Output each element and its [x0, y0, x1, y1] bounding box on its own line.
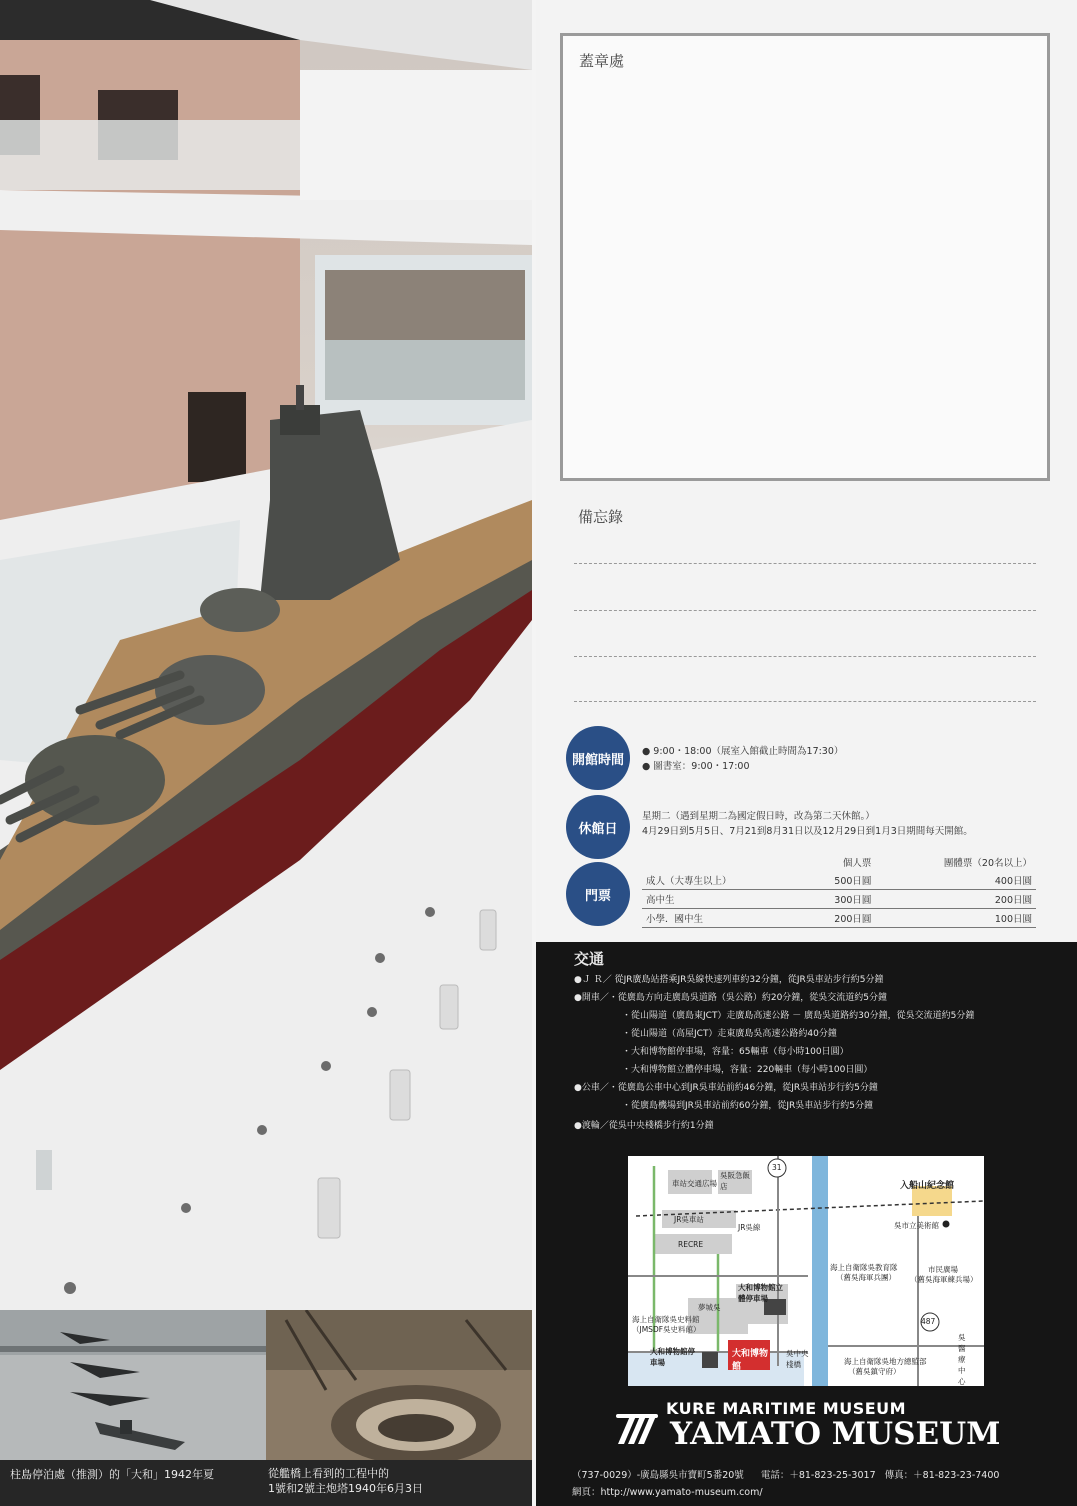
memo-title: 備忘錄	[578, 508, 624, 526]
transport-bus: ●公車／・從廣島公車中心到JR吳車站前約46分鐘，從JR吳車站步行約5分鐘	[574, 1083, 878, 1093]
map-hospital: 吳醫療中心	[958, 1333, 966, 1386]
stamp-area	[560, 33, 1050, 481]
open-period-line: 4月29日到5月5日、7月21到8月31日以及12月29日到1月3日期間每天開館。	[642, 826, 973, 837]
map-old-naval: （舊吳海軍兵團）	[836, 1273, 896, 1282]
caption-turret-construction	[268, 1466, 423, 1496]
hours-line: ● 9:00・18:00（展室入館截止時間為17:30）	[642, 746, 844, 757]
map-yumetown: 夢城吳	[698, 1303, 721, 1312]
photo-captions	[0, 1460, 532, 1506]
library-hours-line: ● 圖書室：9:00・17:00	[642, 761, 750, 772]
ticket-table	[642, 853, 1036, 928]
map-irifuneyama: 入船山紀念館	[900, 1181, 955, 1191]
photo-panel	[0, 0, 532, 1506]
map-pier: 吳中央棧橋	[786, 1349, 809, 1369]
closed-badge: 休館日	[566, 795, 630, 859]
transport-bus-2: ・從廣島機場到JR吳車站前約60分鐘，從JR吳車站步行約5分鐘	[622, 1101, 873, 1111]
map-jmsdf-museum-en: （JMSDF吳史料館）	[632, 1325, 701, 1334]
caption-line-2: 1號和2號主炮塔1940年6月3日	[268, 1482, 423, 1495]
transport-car-3: ・從山陽道（高屋JCT）走東廣島吳高速公路約40分鐘	[622, 1029, 837, 1039]
memo-line	[574, 563, 1036, 564]
hours-badge: 開館時間	[566, 726, 630, 790]
hours-info	[642, 744, 843, 774]
contact-fax: 傳真：＋81-823-23-7400	[884, 1470, 1000, 1481]
col-individual: 個人票	[842, 858, 872, 869]
access-map	[628, 1156, 984, 1386]
route-31-label: 31	[772, 1163, 782, 1172]
logo-subtitle: KURE MARITIME MUSEUM	[666, 1399, 907, 1418]
map-yamato-museum: 大和博物館	[732, 1349, 769, 1372]
route-487-label: 487	[921, 1317, 936, 1326]
table-row: 成人（大專生以上） 500日圓 400日圓	[642, 871, 1036, 890]
stamp-area-title: 蓋章處	[579, 52, 625, 70]
map-recre: RECRE	[678, 1240, 704, 1249]
map-station-plaza: 車站交通広場	[672, 1179, 717, 1188]
caption-yamato-1942: 柱島停泊處（推測）的「大和」1942年夏	[10, 1468, 214, 1481]
map-parking: 大和博物館停車場	[650, 1347, 695, 1367]
map-hotel: 吳阪急飯店	[720, 1171, 750, 1191]
map-old-barracks: （舊吳海軍練兵場）	[910, 1275, 978, 1284]
table-row: 高中生 300日圓 200日圓	[642, 890, 1036, 909]
map-civic-plaza: 市民廣場	[928, 1265, 958, 1274]
map-district-hq: 海上自衛隊吳地方總監部	[844, 1357, 927, 1366]
contact-phone: 電話：＋81-823-25-3017	[760, 1470, 876, 1481]
map-jmsdf-museum: 海上自衛隊吳史料館	[632, 1315, 700, 1324]
battleship-model-photo	[0, 0, 532, 1310]
map-jr-line: JR吳線	[738, 1223, 761, 1232]
contact-website[interactable]: 網頁：http://www.yamato-museum.com/	[572, 1487, 763, 1498]
turret-construction-photo	[266, 1310, 532, 1460]
memo-line	[574, 656, 1036, 657]
ticket-badge: 門票	[566, 862, 630, 926]
transport-title: 交通	[574, 950, 605, 968]
closed-info	[642, 809, 973, 839]
map-parking-tower: 大和博物館立體停車場	[738, 1283, 783, 1303]
contact-line	[572, 1467, 999, 1481]
memo-line	[574, 610, 1036, 611]
transport-panel	[536, 942, 1077, 1506]
contact-address: （737-0029）-廣島縣吳市寶町5番20號	[572, 1470, 744, 1481]
transport-car: ●開車／・從廣島方向走廣島吳道路（吳公路）約20分鐘，從吳交流道約5分鐘	[574, 993, 888, 1003]
closed-line: 星期二（遇到星期二為國定假日時，改為第二天休館。）	[642, 811, 875, 822]
transport-parking-tower: ・大和博物館立體停車場，容量：220輛車（每小時100日圓）	[622, 1065, 873, 1075]
transport-car-2: ・從山陽道（廣島東JCT）走廣島高速公路 － 廣島吳道路約30分鐘，從吳交流道約5分鐘	[622, 1011, 975, 1021]
table-row: 小學．國中生 200日圓 100日圓	[642, 909, 1036, 928]
memo-line	[574, 701, 1036, 702]
caption-line-1: 從艦橋上看到的工程中的	[268, 1467, 389, 1480]
map-jr-kure-station: JR吳車站	[674, 1215, 704, 1224]
info-panel	[536, 0, 1077, 1506]
transport-parking: ・大和博物館停車場，容量：65輛車（每小時100日圓）	[622, 1047, 849, 1057]
museum-logo-icon	[612, 1412, 662, 1448]
map-art-museum: 吳市立美術館	[894, 1221, 939, 1230]
logo-title: YAMATO MUSEUM	[670, 1416, 1001, 1452]
col-group: 團體票（20名以上）	[943, 858, 1032, 869]
map-old-office: （舊吳鎮守府）	[848, 1367, 901, 1376]
transport-jr: ●Ｊ Ｒ／ 從JR廣島站搭乘JR吳線快速列車約32分鐘，從JR吳車站步行約5分鐘	[574, 975, 884, 985]
yamato-1942-photo	[0, 1310, 266, 1460]
transport-ferry: ●渡輪／從吳中央棧橋步行約1分鐘	[574, 1121, 714, 1131]
map-sdf-school: 海上自衛隊吳教育隊	[830, 1263, 898, 1272]
